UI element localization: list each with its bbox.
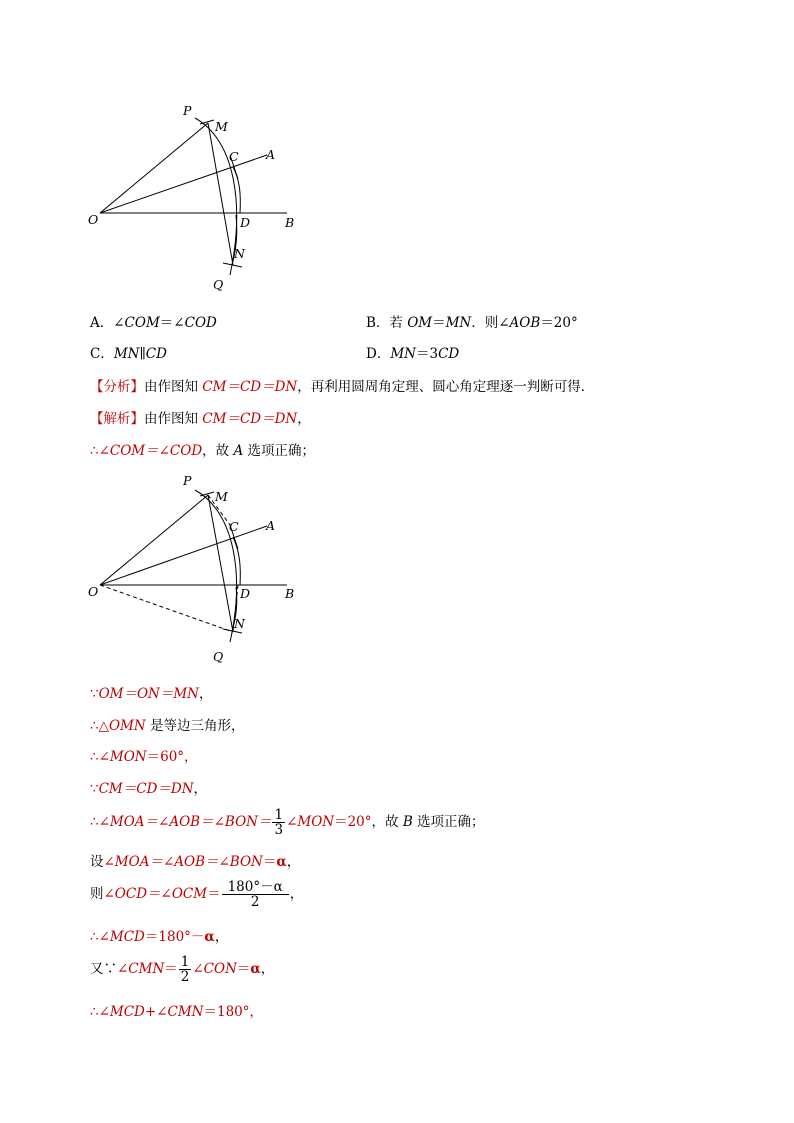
step-8-post: ， [214,929,229,945]
step-8-eq: ∠MCD [98,929,145,945]
step-6-eq: ∠MOA＝∠AOB＝∠BON [103,854,263,870]
label-P: P [183,103,192,118]
label-A: A [266,518,276,533]
step-7-eq: ∠OCD＝∠OCM [103,886,208,902]
step-9-pre: 又∵ [90,961,117,977]
solution-line2-post: 选项正确； [243,443,316,459]
fraction-numerator: 1 [274,807,284,823]
option-b-v1: OM [407,315,433,331]
option-c-par: ∥ [139,346,146,362]
option-a-angle1: ∠COM [113,315,160,331]
step-3-pre: ∴ [90,749,99,765]
step-4-eq: CM＝CD＝DN [98,781,194,797]
step-9 [90,955,274,984]
step-5-eq2: ∠MON [286,814,335,830]
analysis-text2: ，再利用圆周角定理、圆心角定理逐一判断可得． [297,379,595,395]
geometry-figure-1 [80,95,310,300]
option-c-v1: MN [113,346,140,362]
option-b-prefix: B．若 [366,315,408,331]
option-a [90,314,217,332]
step-5 [90,808,485,837]
step-1-pre: ∵ [90,686,99,702]
option-d-v2: CD [438,346,460,362]
option-d-prefix: D． [366,346,391,362]
option-a-angle2: ∠COD [173,315,217,331]
solution-line2-mid: ，故 [202,443,234,459]
step-1 [90,685,213,703]
step-9-eq4: ＝ [236,961,251,977]
option-c [90,345,167,363]
step-9-eq3: ∠CON [192,961,237,977]
label-D: D [240,215,251,230]
step-10-eq: ∠MCD+∠CMN [98,1004,204,1020]
option-d-v1: MN [390,346,416,362]
option-b-angle: ∠AOB [498,315,541,331]
step-5-opt: B [402,814,413,830]
step-5-value: ＝20° [334,814,372,830]
option-b [366,314,578,332]
option-b-eq: ＝ [432,315,446,331]
option-d-eq: ＝3 [415,346,439,362]
step-9-alpha: α [250,961,261,977]
step-5-mid: ，故 [371,814,403,830]
fraction-one-half [179,955,192,984]
label-C: C [229,519,239,534]
label-M: M [215,489,228,504]
step-1-post: ， [199,686,213,702]
solution-line2-opt: A [233,443,244,459]
step-3-eq: ∠MON [98,749,147,765]
solution-line2-pre: ∴ [90,443,99,459]
step-4 [90,780,207,798]
label-O: O [88,584,99,599]
step-6-alpha: α [276,854,287,870]
step-2-var: OMN [108,718,146,734]
label-A: A [266,147,276,162]
step-6 [90,853,300,871]
label-O: O [88,212,99,227]
step-2 [90,717,244,735]
fraction-denominator: 2 [180,969,190,985]
step-7-pre: 则 [90,886,104,902]
fraction-denominator: 3 [274,822,284,838]
label-N: N [234,246,245,261]
fraction-numerator: 180°－α [227,879,283,895]
step-5-post: 选项正确； [412,814,485,830]
step-9-eq: ∠CMN [117,961,165,977]
solution-text1: 由作图知 [144,411,203,427]
fraction-angle [222,880,289,909]
step-5-pre: ∴ [90,814,99,830]
label-D: D [240,586,251,601]
geometry-figure-2 [80,467,310,672]
label-B: B [285,586,295,601]
step-2-post: 是等边三角形， [145,718,245,734]
option-b-mid: ．则 [471,315,499,331]
analysis-text1: 由作图知 [144,379,203,395]
step-10 [90,1003,263,1021]
step-10-pre: ∴ [90,1004,99,1020]
solution-tag: 【解析】 [90,411,144,427]
step-6-eq2: ＝ [262,854,277,870]
step-2-pre: ∴△ [90,718,109,734]
solution-line-1 [90,410,311,428]
option-d [366,345,459,363]
step-7-eq2: ＝ [207,886,221,902]
label-N: N [234,616,245,631]
step-5-eq: ∠MOA＝∠AOB＝∠BON＝ [98,814,272,830]
solution-eq: CM＝CD＝DN [202,411,298,427]
step-7-post: ， [289,886,304,902]
fraction-numerator: 1 [180,954,190,970]
step-8 [90,928,228,946]
step-3-post: ＝60°， [146,749,198,765]
step-4-post: ， [193,781,208,797]
label-M: M [215,119,228,134]
analysis-tag: 【分析】 [90,379,144,395]
step-9-post: ， [260,961,275,977]
option-a-eq: ＝ [159,315,174,331]
label-Q: Q [213,277,224,292]
solution-line2-eq: ∠COM＝∠COD [98,443,203,459]
option-b-rest: ＝20° [540,315,578,331]
step-8-eq2: ＝180°－ [144,929,205,945]
step-3 [90,748,198,766]
step-8-pre: ∴ [90,929,99,945]
label-C: C [229,149,239,164]
option-c-v2: CD [145,346,167,362]
step-4-pre: ∵ [90,781,99,797]
solution-line-2 [90,442,315,460]
step-7 [90,880,303,909]
option-c-prefix: C． [90,346,114,362]
step-1-eq: OM＝ON＝MN [98,686,199,702]
analysis-line [90,378,594,396]
step-8-alpha: α [204,929,215,945]
step-9-eq2: ＝ [164,961,178,977]
option-b-v2: MN [445,315,472,331]
step-6-post: ， [286,854,301,870]
step-6-pre: 设 [90,854,104,870]
solution-text2: ， [297,411,311,427]
label-Q: Q [213,649,224,664]
option-a-prefix: A． [90,315,114,331]
fraction-denominator: 2 [222,894,289,909]
analysis-eq: CM＝CD＝DN [202,379,298,395]
label-P: P [183,473,192,488]
label-B: B [285,215,295,230]
step-10-post: ＝180°， [203,1004,264,1020]
fraction-one-third [272,808,285,837]
